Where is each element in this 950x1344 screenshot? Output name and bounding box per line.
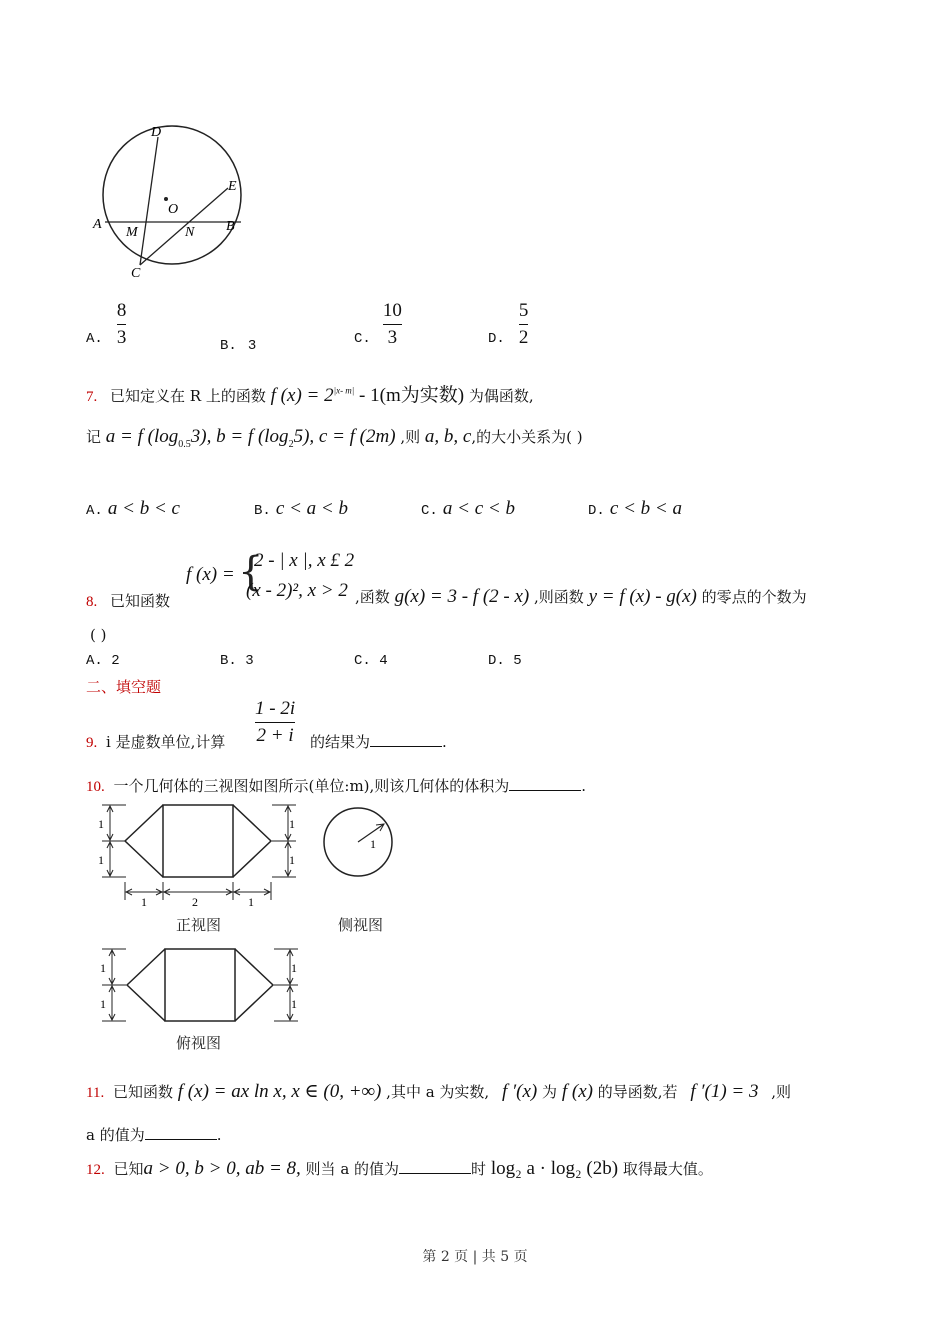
top-dim-right-2: 1: [291, 997, 297, 1011]
q9-answer: 的结果为 .: [310, 733, 447, 751]
top-dim-left-1: 1: [100, 961, 106, 975]
q6-frac-a: $\frac{8}{3}$: [116, 300, 127, 348]
side-view-label: 侧视图: [338, 916, 384, 934]
q8-case2: (x - 2)², x > 2: [246, 580, 348, 601]
front-view-figure: [96, 800, 306, 910]
q8-option-c[interactable]: C. 4: [354, 653, 388, 669]
front-dim-bottom-3: 1: [248, 895, 254, 909]
q8-fx: f (x) =: [186, 564, 235, 585]
q8-brace: {: [238, 549, 264, 595]
front-dim-right-2: 1: [289, 853, 295, 867]
q8-case1: 2 - | x |, x £ 2: [254, 550, 355, 571]
q8-line1-rest: ,函数 g(x) = 3 - f (2 - x) ,则函数 y = f (x) - g(x) 的零点的个数为: [355, 586, 807, 607]
top-view-label: 俯视图: [176, 1034, 222, 1052]
label-c: C: [131, 266, 141, 281]
front-dim-bottom-2: 2: [192, 895, 198, 909]
q10-line: 10. 一个几何体的三视图如图所示(单位:m),则该几何体的体积为 .: [86, 777, 587, 795]
front-dim-right-1: 1: [289, 817, 295, 831]
front-dim-left-1: 1: [98, 817, 104, 831]
q8-number: 8. 已知函数: [86, 592, 171, 610]
q6-frac-c: $\frac{10}{3}$: [382, 300, 402, 348]
label-o: O: [168, 202, 179, 217]
q7-option-b[interactable]: B. c < a < b: [254, 498, 348, 519]
q7-line1: 7. 已知定义在 R 上的函数 f $(x) = 2^{|x- m|} - 1(m$为实数) 为偶函数,: [86, 385, 534, 406]
q8-option-d[interactable]: D. 5: [488, 653, 522, 669]
side-radius-label: 1: [370, 837, 376, 851]
q7-option-c[interactable]: C. a < c < b: [421, 498, 515, 519]
q6-option-d[interactable]: D. $\frac{5}{2}$: [488, 300, 529, 348]
section-fill-blank: 二、填空题: [86, 678, 162, 696]
q8-option-b[interactable]: B. 3: [220, 653, 254, 669]
label-a: A: [93, 217, 102, 232]
top-dim-right-1: 1: [291, 961, 297, 975]
q8-option-a[interactable]: A. 2: [86, 653, 120, 669]
q7-option-d[interactable]: D. c < b < a: [588, 498, 682, 519]
label-d: D: [151, 125, 162, 140]
label-m: M: [126, 225, 138, 240]
side-view-figure: [320, 804, 400, 884]
q9-fraction: 1 - 2i 2 + i: [255, 698, 296, 746]
q11-blank[interactable]: [145, 1125, 217, 1140]
q6-option-a[interactable]: A. $\frac{8}{3}$: [86, 300, 127, 348]
label-n: N: [185, 225, 195, 240]
top-view-figure: [96, 944, 306, 1026]
q7-line2: 记 a = f $(\log_{0.5}3)$, b = f $(\log_25)$, c = f (2m) ,则 a, b, c,的大小关系为( ): [86, 426, 583, 450]
q6-frac-d: $\frac{5}{2}$: [518, 300, 529, 348]
q6-option-b[interactable]: B. 3: [220, 338, 257, 354]
q8-paren: ( ): [90, 626, 107, 644]
front-dim-left-2: 1: [98, 853, 104, 867]
q9-line: 9. i 是虚数单位,计算: [86, 733, 226, 751]
q7-options: [86, 498, 786, 528]
q12-line: 12. 已知a > 0, b > 0, ab = 8, 则当 a 的值为 时 log₂ a · log₂ (2b) 取得最大值。: [86, 1158, 713, 1179]
page-footer: 第 2 页 | 共 5 页: [422, 1249, 528, 1265]
front-view-label: 正视图: [176, 916, 222, 934]
label-b: B: [226, 219, 235, 234]
q9-blank[interactable]: [370, 732, 442, 747]
top-dim-left-2: 1: [100, 997, 106, 1011]
q6-option-c[interactable]: C. $\frac{10}{3}$: [354, 300, 402, 348]
circle-figure: [88, 120, 258, 285]
q12-blank[interactable]: [399, 1159, 471, 1174]
label-e: E: [228, 179, 237, 194]
q11-line1: 11. 已知函数 f (x) = ax ln x, x ∈ (0, +∞) ,其中 a 为实数, f ′(x) 为 f (x) 的导函数,若 f ′(1) = 3 ,则: [86, 1081, 792, 1102]
q7-option-a[interactable]: A. a < b < c: [86, 498, 180, 519]
front-dim-bottom-1: 1: [141, 895, 147, 909]
q11-line2: a 的值为 .: [86, 1126, 222, 1144]
q10-blank[interactable]: [509, 776, 581, 791]
q8-options: [86, 653, 586, 673]
